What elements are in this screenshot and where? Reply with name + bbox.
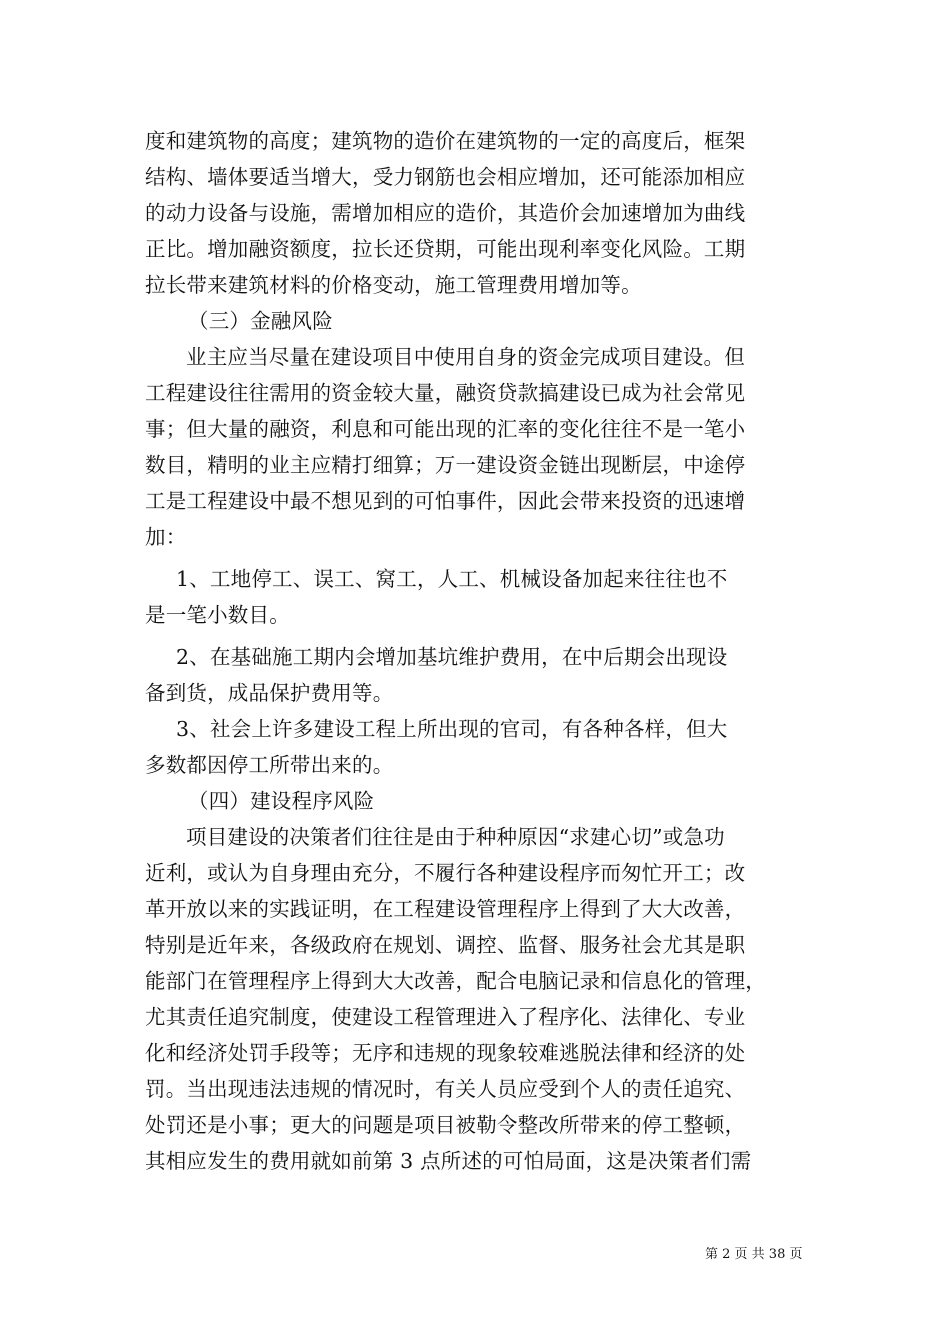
text-line: 拉长带来建筑材料的价格变动，施工管理费用增加等。: [145, 273, 642, 297]
text-line: 数目，精明的业主应精打细算；万一建设资金链出现断层，中途停: [145, 453, 746, 477]
text-line: 化和经济处罚手段等；无序和违规的现象较难逃脱法律和经济的处: [145, 1041, 746, 1065]
text-line: 罚。当出现违法违规的情况时，有关人员应受到个人的责任追究、: [145, 1077, 746, 1101]
paragraph-start: 业主应当尽量在建设项目中使用自身的资金完成项目建设。但: [186, 345, 745, 369]
text-line: 多数都因停工所带出来的。: [145, 753, 394, 777]
text-line: 其相应发生的费用就如前第 3 点所述的可怕局面，这是决策者们需: [145, 1149, 752, 1173]
text-line: 备到货，成品保护费用等。: [145, 681, 394, 705]
text-line: 度和建筑物的高度；建筑物的造价在建筑物的一定的高度后，框架: [145, 129, 746, 153]
text-line: 近利，或认为自身理由充分，不履行各种建设程序而匆忙开工；改: [145, 861, 746, 885]
text-line: 正比。增加融资额度，拉长还贷期，可能出现利率变化风险。工期: [145, 237, 746, 261]
text-line: 是一笔小数目。: [145, 603, 290, 627]
text-line: 事；但大量的融资，利息和可能出现的汇率的变化往往不是一笔小: [145, 417, 746, 441]
text-line: 能部门在管理程序上得到大大改善，配合电脑记录和信息化的管理，: [145, 969, 766, 993]
text-line: 的动力设备与设施，需增加相应的造价，其造价会加速增加为曲线: [145, 201, 746, 225]
page-number: 第 2 页 共 38 页: [705, 1247, 803, 1262]
text-line: 加：: [145, 525, 187, 549]
section-heading: （四）建设程序风险: [188, 789, 375, 813]
text-line: 结构、墙体要适当增大，受力钢筋也会相应增加，还可能添加相应: [145, 165, 746, 189]
list-item-1: 1、工地停工、误工、窝工，人工、机械设备加起来往往也不: [176, 567, 728, 591]
text-line: 工程建设往往需用的资金较大量，融资贷款搞建设已成为社会常见: [145, 381, 746, 405]
list-item-2: 2、在基础施工期内会增加基坑维护费用，在中后期会出现设: [176, 645, 728, 669]
text-line: 处罚还是小事；更大的问题是项目被勒令整改所带来的停工整顿，: [145, 1113, 746, 1137]
text-line: 革开放以来的实践证明，在工程建设管理程序上得到了大大改善，: [145, 897, 746, 921]
paragraph-start: 项目建设的决策者们往往是由于种种原因“求建心切”或急功: [186, 825, 725, 849]
text-line: 特别是近年来，各级政府在规划、调控、监督、服务社会尤其是职: [145, 933, 746, 957]
list-item-3: 3、社会上许多建设工程上所出现的官司，有各种各样，但大: [176, 717, 728, 741]
section-heading: （三）金融风险: [188, 309, 333, 333]
text-line: 工是工程建设中最不想见到的可怕事件，因此会带来投资的迅速增: [145, 489, 746, 513]
text-line: 尤其责任追究制度，使建设工程管理进入了程序化、法律化、专业: [145, 1005, 746, 1029]
